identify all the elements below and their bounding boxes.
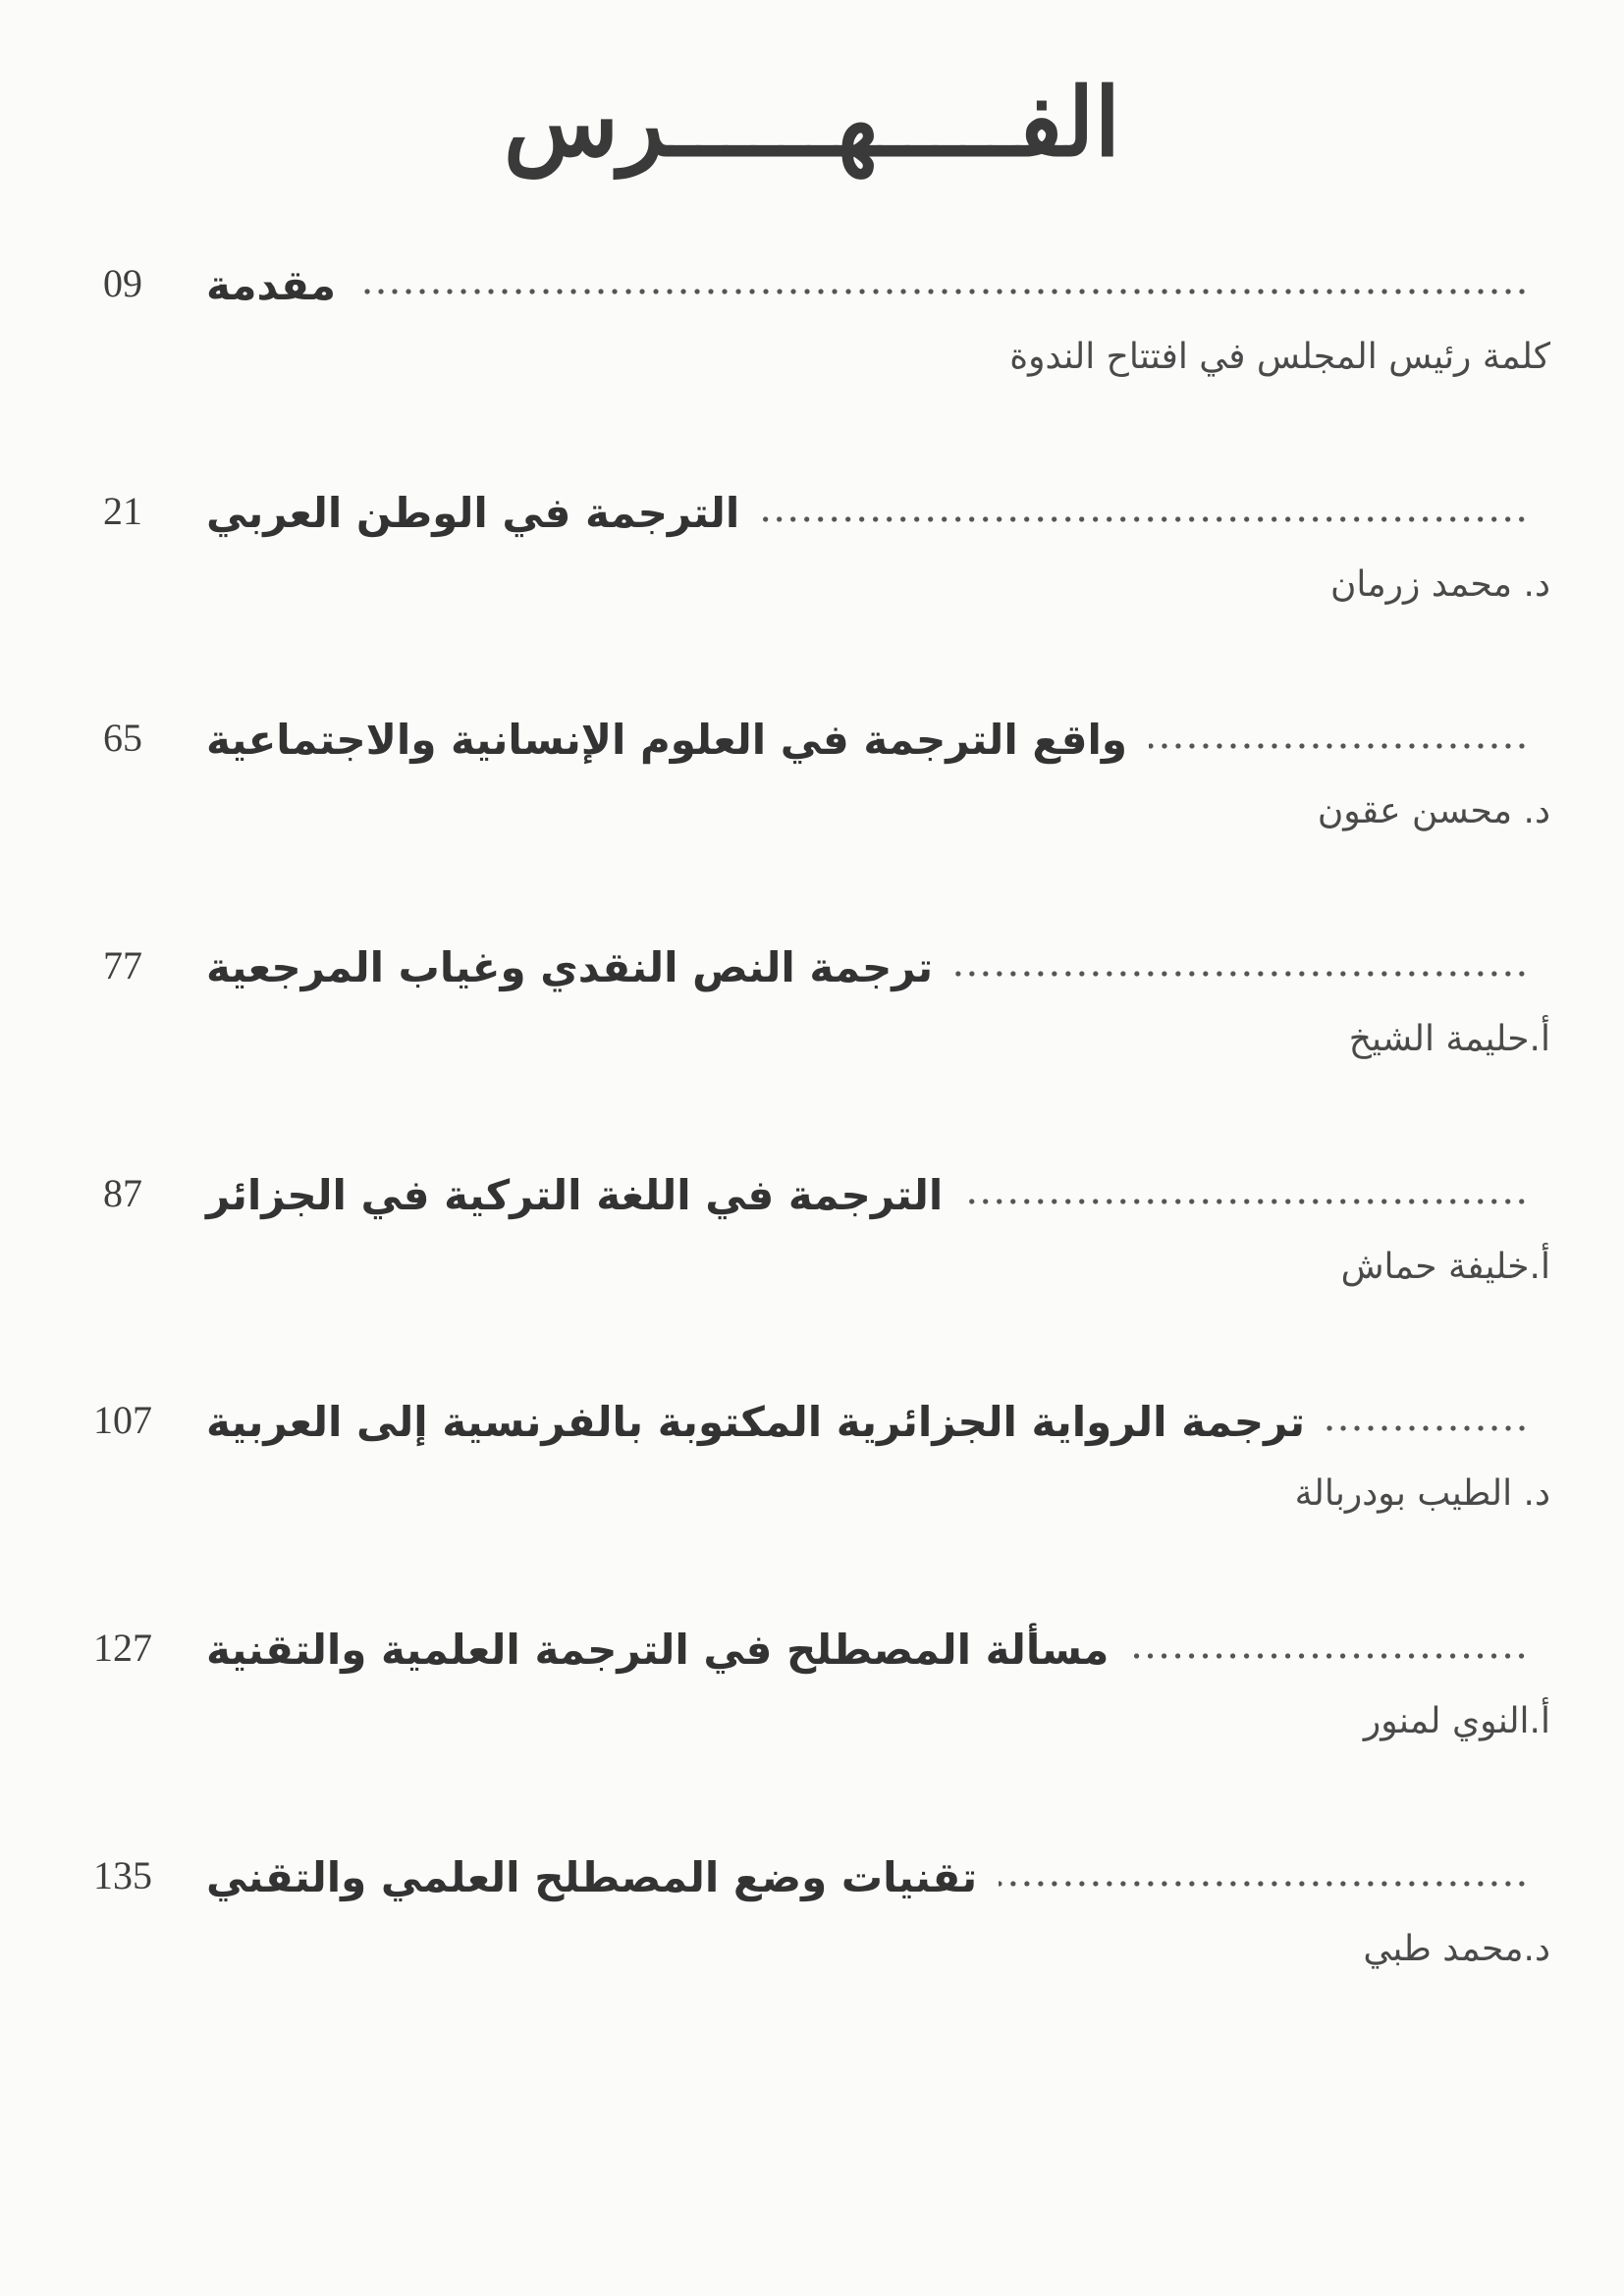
entry-title-row [206,1387,1550,1456]
dot-leader [999,1881,1529,1887]
entry-title-row [206,705,1550,774]
page-number: 127 [93,1626,152,1670]
toc-entry [0,1615,1624,1791]
dot-leader [1130,1653,1529,1659]
entry-title: تقنيات وضع المصطلح العلمي والتقني [206,1852,978,1901]
toc-entry [0,1842,1624,2019]
page-number: 87 [103,1171,142,1215]
entry-title: ترجمة الرواية الجزائرية المكتوبة بالفرنسية إلى العربية [206,1397,1305,1446]
page-title: الفـــــهــــــرس [503,67,1121,178]
entry-title: واقع الترجمة في العلوم الإنسانية والاجتماعية [206,715,1128,764]
dot-leader [1149,743,1529,749]
entry-title: مسألة المصطلح في الترجمة العلمية والتقنية [206,1625,1110,1674]
toc-entry [0,933,1624,1109]
dot-leader [954,971,1529,977]
entry-author: د. محسن عقون [1317,791,1550,831]
entry-title: الترجمة في الوطن العربي [206,488,740,537]
entry-title-row [206,478,1550,547]
entry-author: أ.النوي لمنور [1363,1701,1550,1741]
toc-entry [0,705,1624,881]
entry-author: أ.خليفة حماش [1340,1247,1550,1287]
entry-author: كلمة رئيس المجلس في افتتاح الندوة [1009,337,1550,377]
entry-author: د.محمد طبي [1363,1929,1550,1969]
page-number: 135 [93,1853,152,1897]
toc-entry [0,478,1624,655]
page-number: 09 [103,261,142,305]
page-number: 65 [103,716,142,760]
entry-title-row [206,250,1550,319]
entry-title-row [206,1615,1550,1683]
entry-author: د. الطيب بودربالة [1294,1473,1550,1514]
entry-author: أ.حليمة الشيخ [1348,1019,1550,1059]
dot-leader [964,1199,1529,1204]
entry-title: الترجمة في اللغة التركية في الجزائر [206,1170,944,1219]
dot-leader [761,516,1529,522]
entry-author: د. محمد زرمان [1329,564,1550,605]
dot-leader [357,289,1529,294]
toc-entry [0,250,1624,427]
entry-title: مقدمة [206,260,336,309]
entry-title-row [206,1842,1550,1911]
toc-entry [0,1160,1624,1337]
page-number: 107 [93,1398,152,1442]
dot-leader [1326,1425,1529,1431]
page-number: 21 [103,489,142,533]
toc-entry [0,1387,1624,1564]
entry-title-row [206,933,1550,1001]
entry-title: ترجمة النص النقدي وغياب المرجعية [206,942,934,991]
page-number: 77 [103,943,142,988]
entry-title-row [206,1160,1550,1229]
